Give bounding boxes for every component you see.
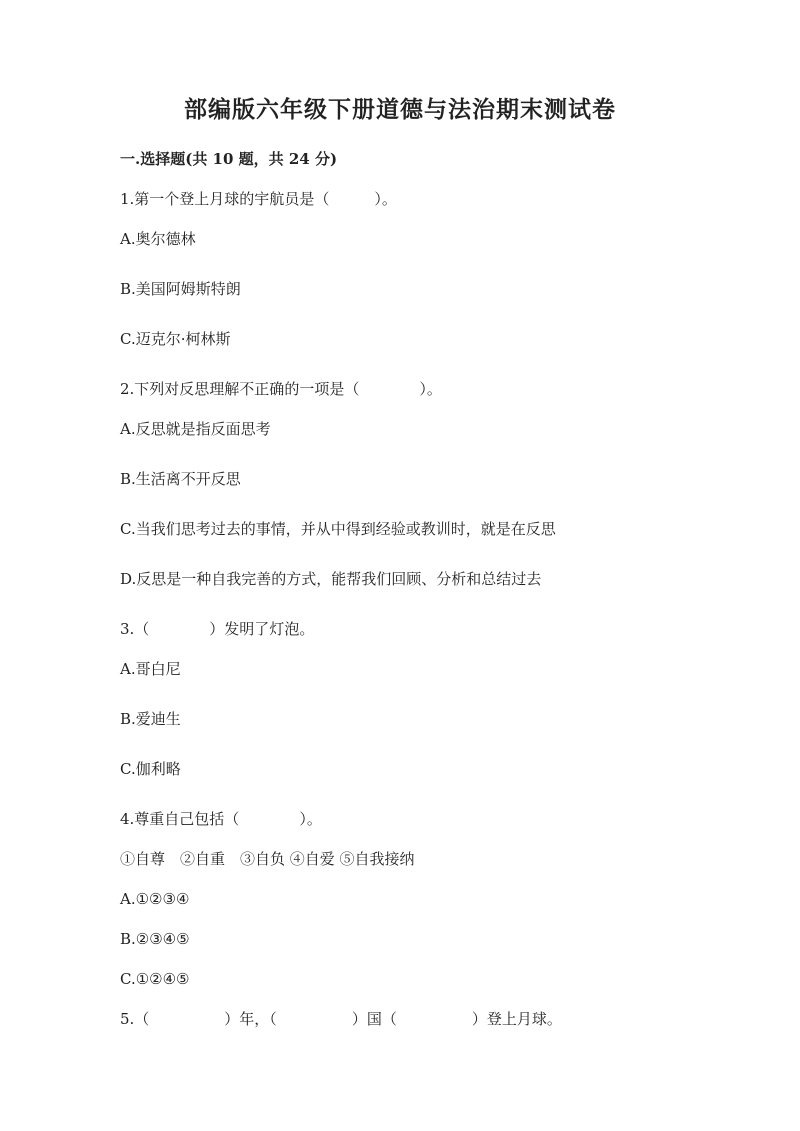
question-4-stem: 4.尊重自己包括（ ）。 [120,810,322,828]
question-4-option-b: B.②③④⑤ [120,930,190,948]
question-5-stem: 5.（ ）年，（ ）国（ ）登上月球。 [120,1010,562,1028]
question-4-option-a: A.①②③④ [120,890,190,908]
question-2-option-b: B.生活离不开反思 [120,470,241,488]
question-1-option-b: B.美国阿姆斯特朗 [120,280,241,298]
question-3-option-b: B.爱迪生 [120,710,181,728]
question-2-stem: 2.下列对反思理解不正确的一项是（ ）。 [120,380,442,398]
question-1-option-a: A.奥尔德林 [120,230,196,248]
question-2-option-c: C.当我们思考过去的事情，并从中得到经验或教训时，就是在反思 [120,520,556,538]
question-4-option-c: C.①②④⑤ [120,970,190,988]
question-1-option-c: C.迈克尔·柯林斯 [120,330,231,348]
exam-title: 部编版六年级下册道德与法治期末测试卷 [184,96,616,123]
question-2-option-a: A.反思就是指反面思考 [120,420,271,438]
question-3-option-c: C.伽利略 [120,760,181,778]
question-3-option-a: A.哥白尼 [120,660,181,678]
question-3-stem: 3.（ ）发明了灯泡。 [120,620,315,638]
question-4-note: ①自尊 ②自重 ③自负 ④自爱 ⑤自我接纳 [120,850,415,868]
section-heading: 一.选择题(共 10 题，共 24 分) [120,150,338,168]
question-2-option-d: D.反思是一种自我完善的方式，能帮我们回顾、分析和总结过去 [120,570,542,588]
question-1-stem: 1.第一个登上月球的宇航员是（ ）。 [120,190,397,208]
